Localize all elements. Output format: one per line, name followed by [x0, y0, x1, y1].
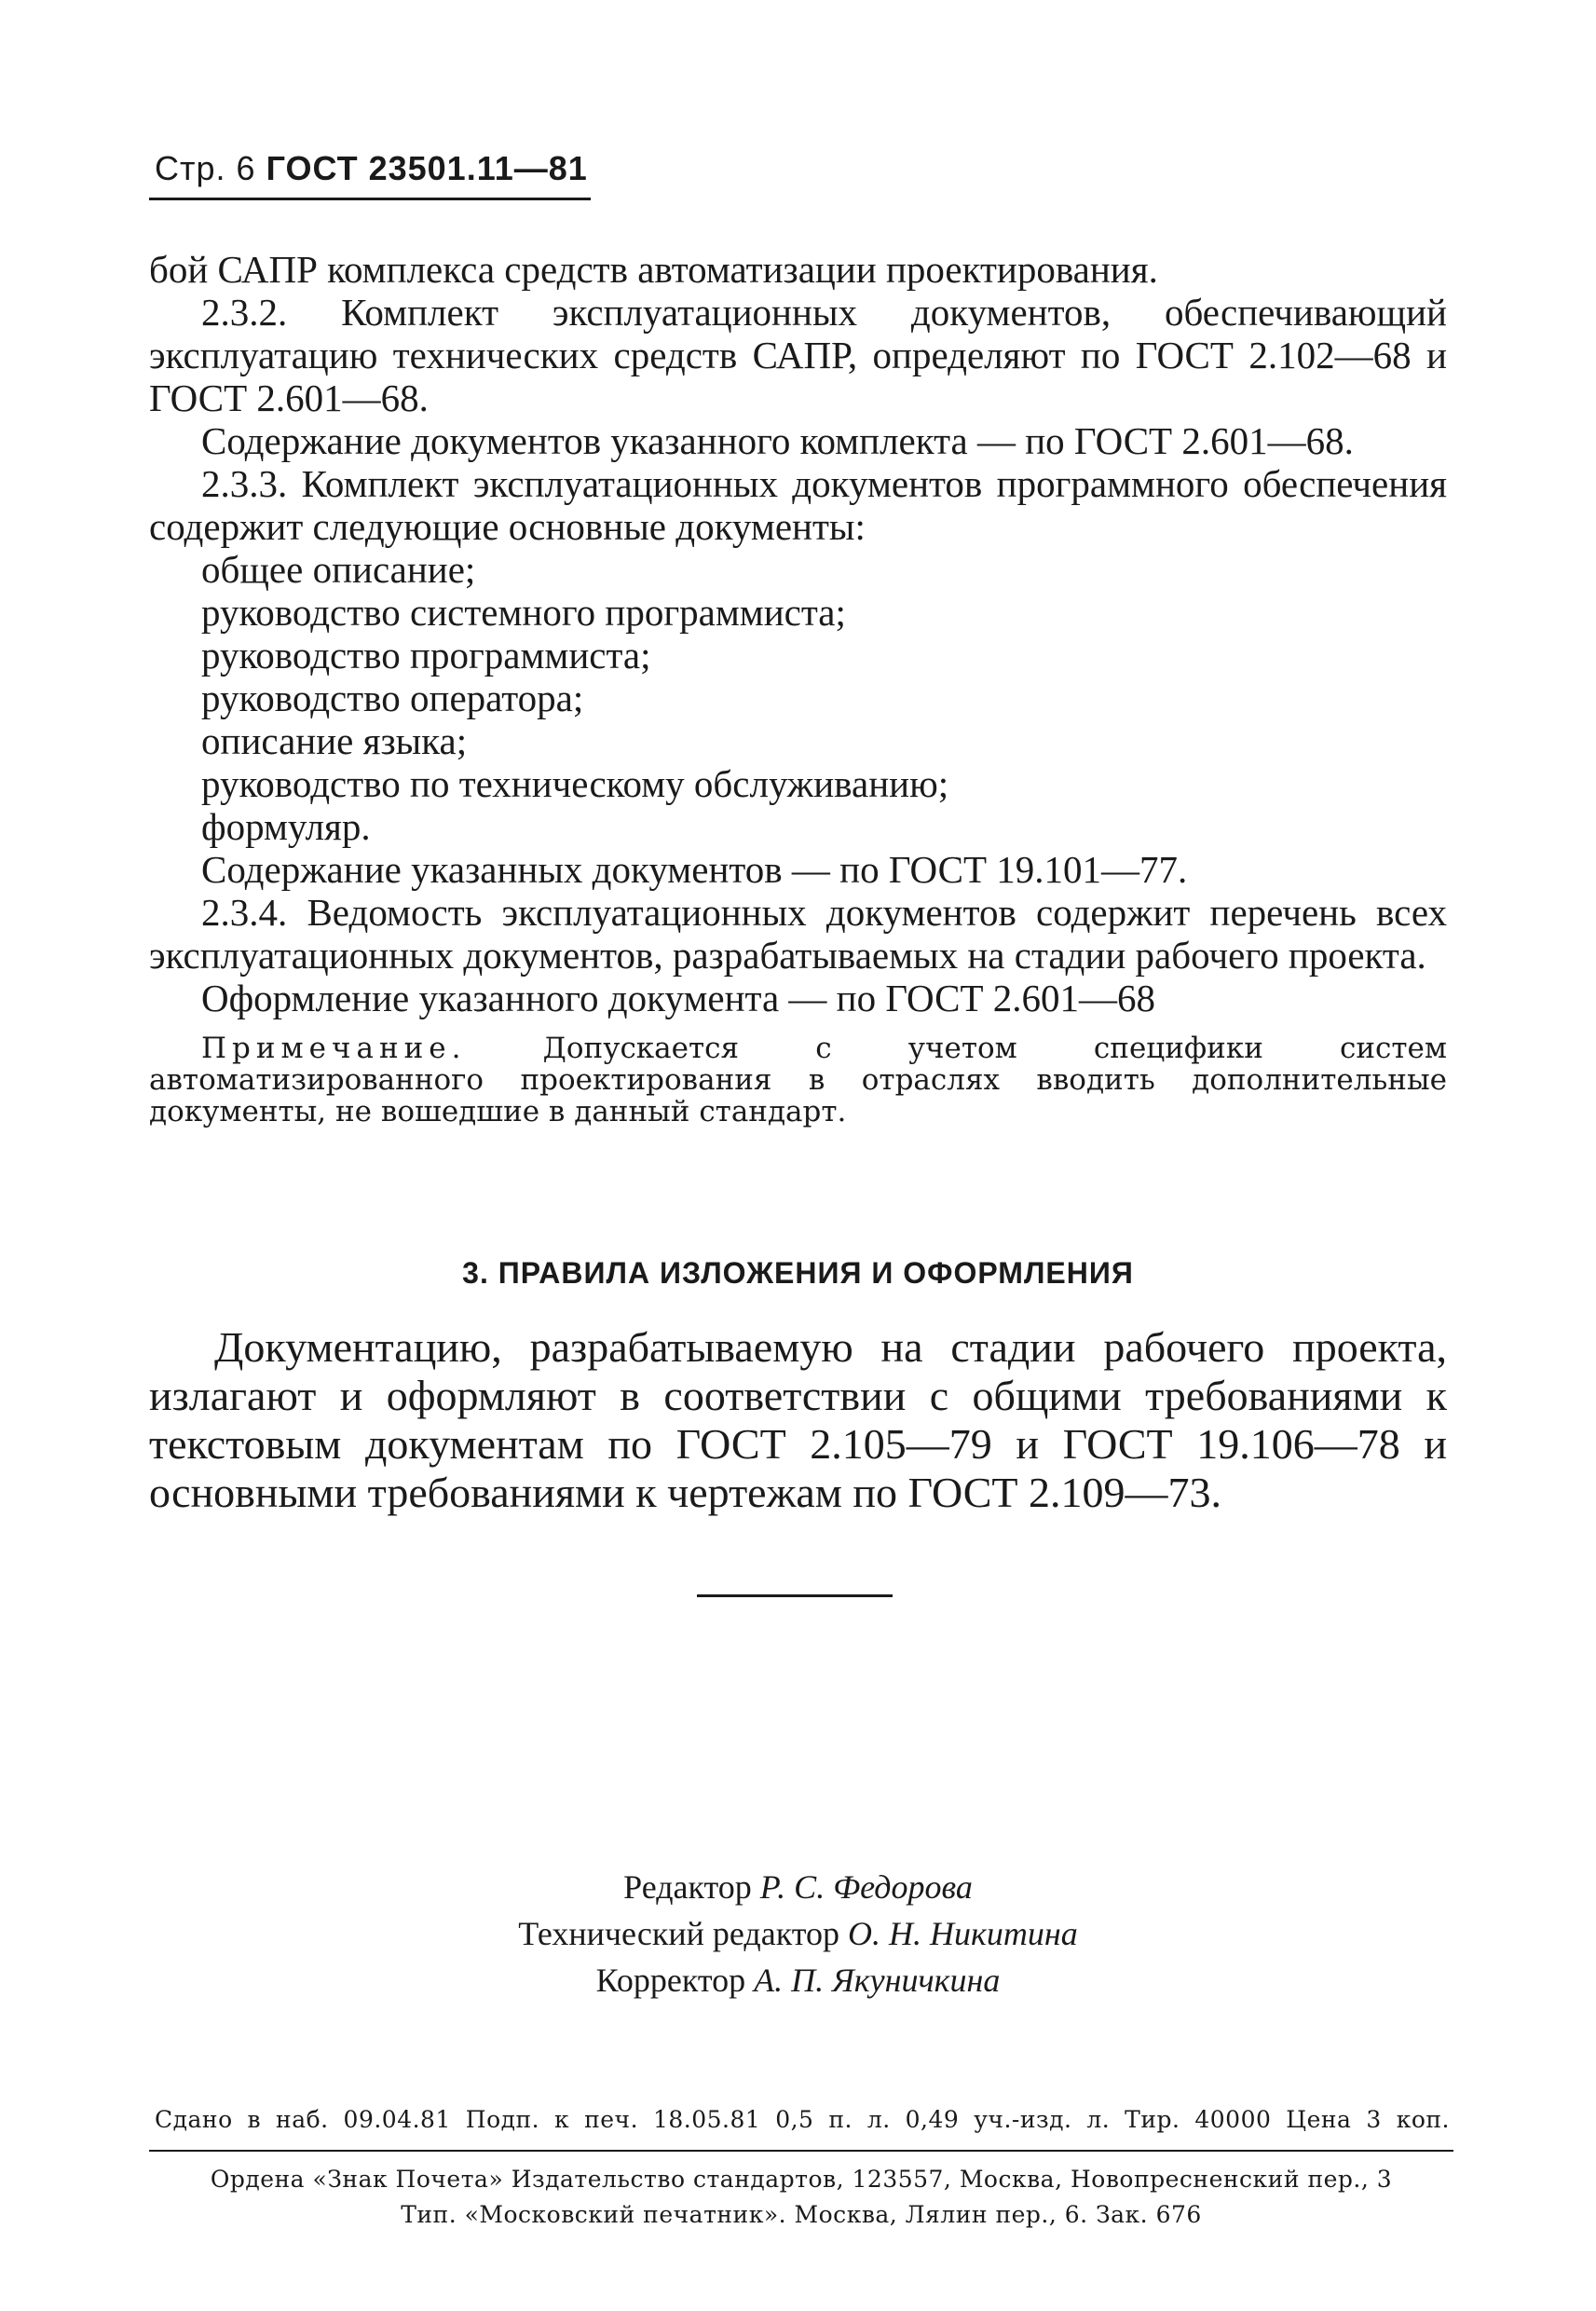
credit-role: Корректор — [595, 1962, 746, 1999]
list-item: формуляр. — [201, 805, 371, 848]
credit-role: Редактор — [623, 1868, 752, 1906]
list-item: общее описание; — [201, 548, 476, 591]
paragraph-continuation: бой САПР комплекса средств автоматизации проектирования. — [149, 248, 1158, 291]
page-header — [155, 149, 588, 188]
list-item: описание языка; — [201, 719, 468, 762]
clause-2-3-3-content: Содержание указанных документов — по ГОСТ 19.101—77. — [201, 848, 1188, 891]
clause-2-3-3: 2.3.3. Комплект эксплуатационных документов программного обеспечения содержит следующие основные документы: — [149, 462, 1447, 548]
note-label: Примечание. — [201, 1032, 467, 1065]
section-text — [149, 1323, 1447, 1517]
clause-2-3-4: 2.3.4. Ведомость эксплуатационных документов содержит перечень всех эксплуатационных документов, разрабатываемых на стадии рабочего проекта. — [149, 891, 1447, 977]
clause-2-3-2: 2.3.2. Комплект эксплуатационных документов, обеспечивающий эксплуатацию технических средств САПР, определяют по ГОСТ 2.102—68 и ГОСТ 2.601—68. — [149, 291, 1447, 419]
standard-code: ГОСТ 23501.11—81 — [266, 149, 588, 187]
section-paragraph: Документацию, разрабатываемую на стадии рабочего проекта, излагают и оформляют в соответствии с общими требованиями к текстовым документам по ГОСТ 2.105—79 и ГОСТ 19.106—78 и основными требованиями к чертежам по ГОСТ 2.109—73. — [149, 1323, 1447, 1516]
list-item: руководство оператора; — [201, 677, 584, 719]
section-heading: 3. ПРАВИЛА ИЗЛОЖЕНИЯ И ОФОРМЛЕНИЯ — [462, 1256, 1134, 1290]
list-item: руководство программиста; — [201, 634, 651, 677]
credit-tech-editor — [0, 1910, 1596, 1957]
credit-name: Р. С. Федорова — [759, 1868, 973, 1906]
credits — [0, 1864, 1596, 2003]
credit-proofreader — [0, 1957, 1596, 2003]
publisher-line: Ордена «Знак Почета» Издательство стандартов, 123557, Москва, Новопресненский пер., 3 — [210, 2166, 1393, 2193]
credit-name: О. Н. Никитина — [848, 1915, 1078, 1952]
credit-editor — [0, 1864, 1596, 1910]
end-divider — [697, 1594, 893, 1597]
imprint-divider — [149, 2150, 1453, 2152]
clause-2-3-4-format: Оформление указанного документа — по ГОСТ 2.601—68 — [201, 977, 1156, 1019]
body-text — [149, 248, 1447, 1128]
note-text: Допускается с учетом специфики систем автоматизированного проектирования в отраслях вводить дополнительные документы, не вошедшие в данный стандарт. — [149, 1032, 1448, 1128]
credit-role: Технический редактор — [518, 1915, 839, 1952]
note — [149, 1032, 1447, 1128]
imprint-publisher — [149, 2162, 1453, 2233]
credit-name: А. П. Якуничкина — [754, 1962, 1001, 1999]
printer-line: Тип. «Московский печатник». Москва, Лялин пер., 6. Зак. 676 — [401, 2201, 1202, 2228]
header-divider — [149, 198, 591, 200]
clause-2-3-2-content: Содержание документов указанного комплекта — по ГОСТ 2.601—68. — [201, 419, 1354, 462]
list-item: руководство по техническому обслуживанию; — [201, 762, 949, 805]
page-number-label: Стр. 6 — [155, 149, 256, 187]
imprint-print-data: Сдано в наб. 09.04.81 Подп. к печ. 18.05.81 0,5 п. л. 0,49 уч.-изд. л. Тир. 40000 Цена 3 коп. — [155, 2106, 1450, 2133]
list-item: руководство системного программиста; — [201, 591, 846, 634]
